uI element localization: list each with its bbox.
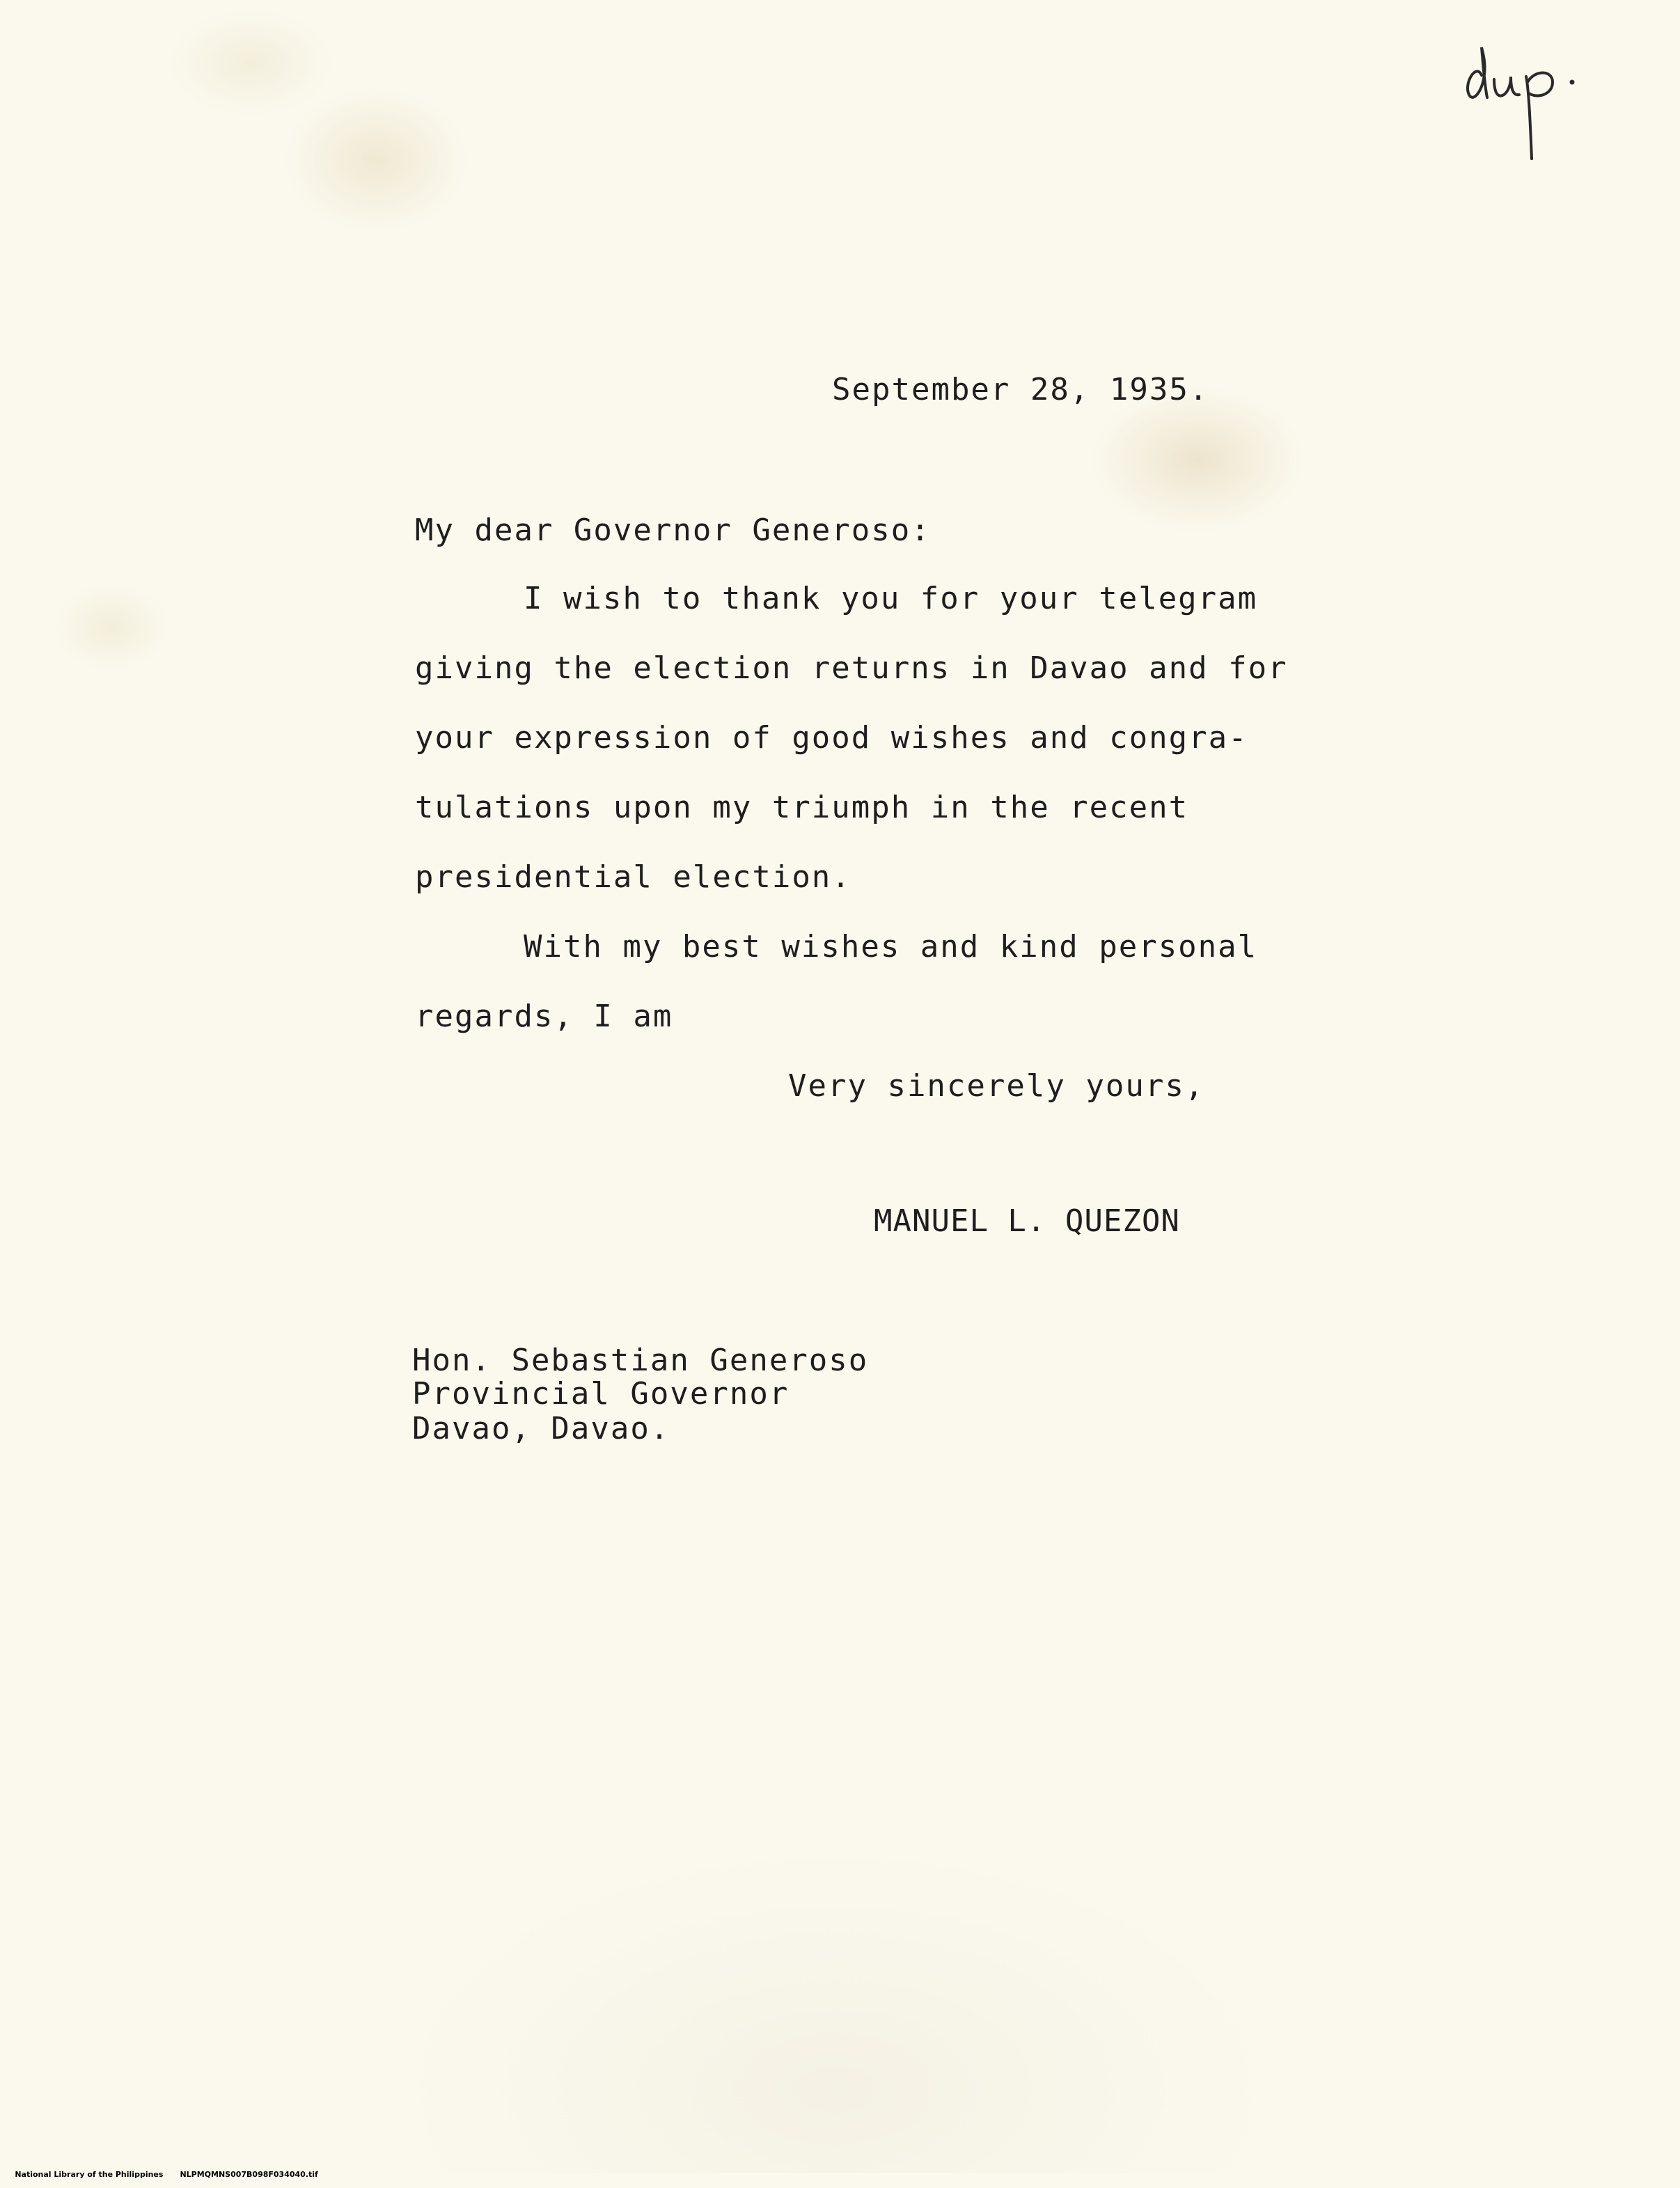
body-line-5: presidential election. bbox=[415, 859, 851, 895]
letter-signature: MANUEL L. QUEZON bbox=[874, 1203, 1180, 1239]
letter-date: September 28, 1935. bbox=[832, 372, 1209, 407]
body-line-2: giving the election returns in Davao and for bbox=[415, 650, 1288, 686]
footer-file-id: NLPMQMNS007B098F034040.tif bbox=[180, 2170, 318, 2179]
recipient-title: Provincial Governor bbox=[412, 1376, 790, 1412]
body-line-3: your expression of good wishes and congra- bbox=[415, 720, 1248, 756]
handwritten-dup-annotation bbox=[1455, 42, 1594, 167]
body-line-1: I wish to thank you for your telegram bbox=[524, 581, 1258, 616]
letter-salutation: My dear Governor Generoso: bbox=[415, 513, 931, 548]
body-line-6: With my best wishes and kind personal bbox=[524, 929, 1258, 964]
recipient-location: Davao, Davao. bbox=[412, 1411, 670, 1446]
recipient-name: Hon. Sebastian Generoso bbox=[412, 1343, 869, 1378]
body-line-4: tulations upon my triumph in the recent bbox=[415, 790, 1189, 825]
footer-institution: National Library of the Philippines bbox=[15, 2170, 164, 2179]
letter-closing: Very sincerely yours, bbox=[788, 1068, 1205, 1104]
body-line-7: regards, I am bbox=[415, 999, 673, 1034]
scan-footer bbox=[4, 2161, 335, 2188]
